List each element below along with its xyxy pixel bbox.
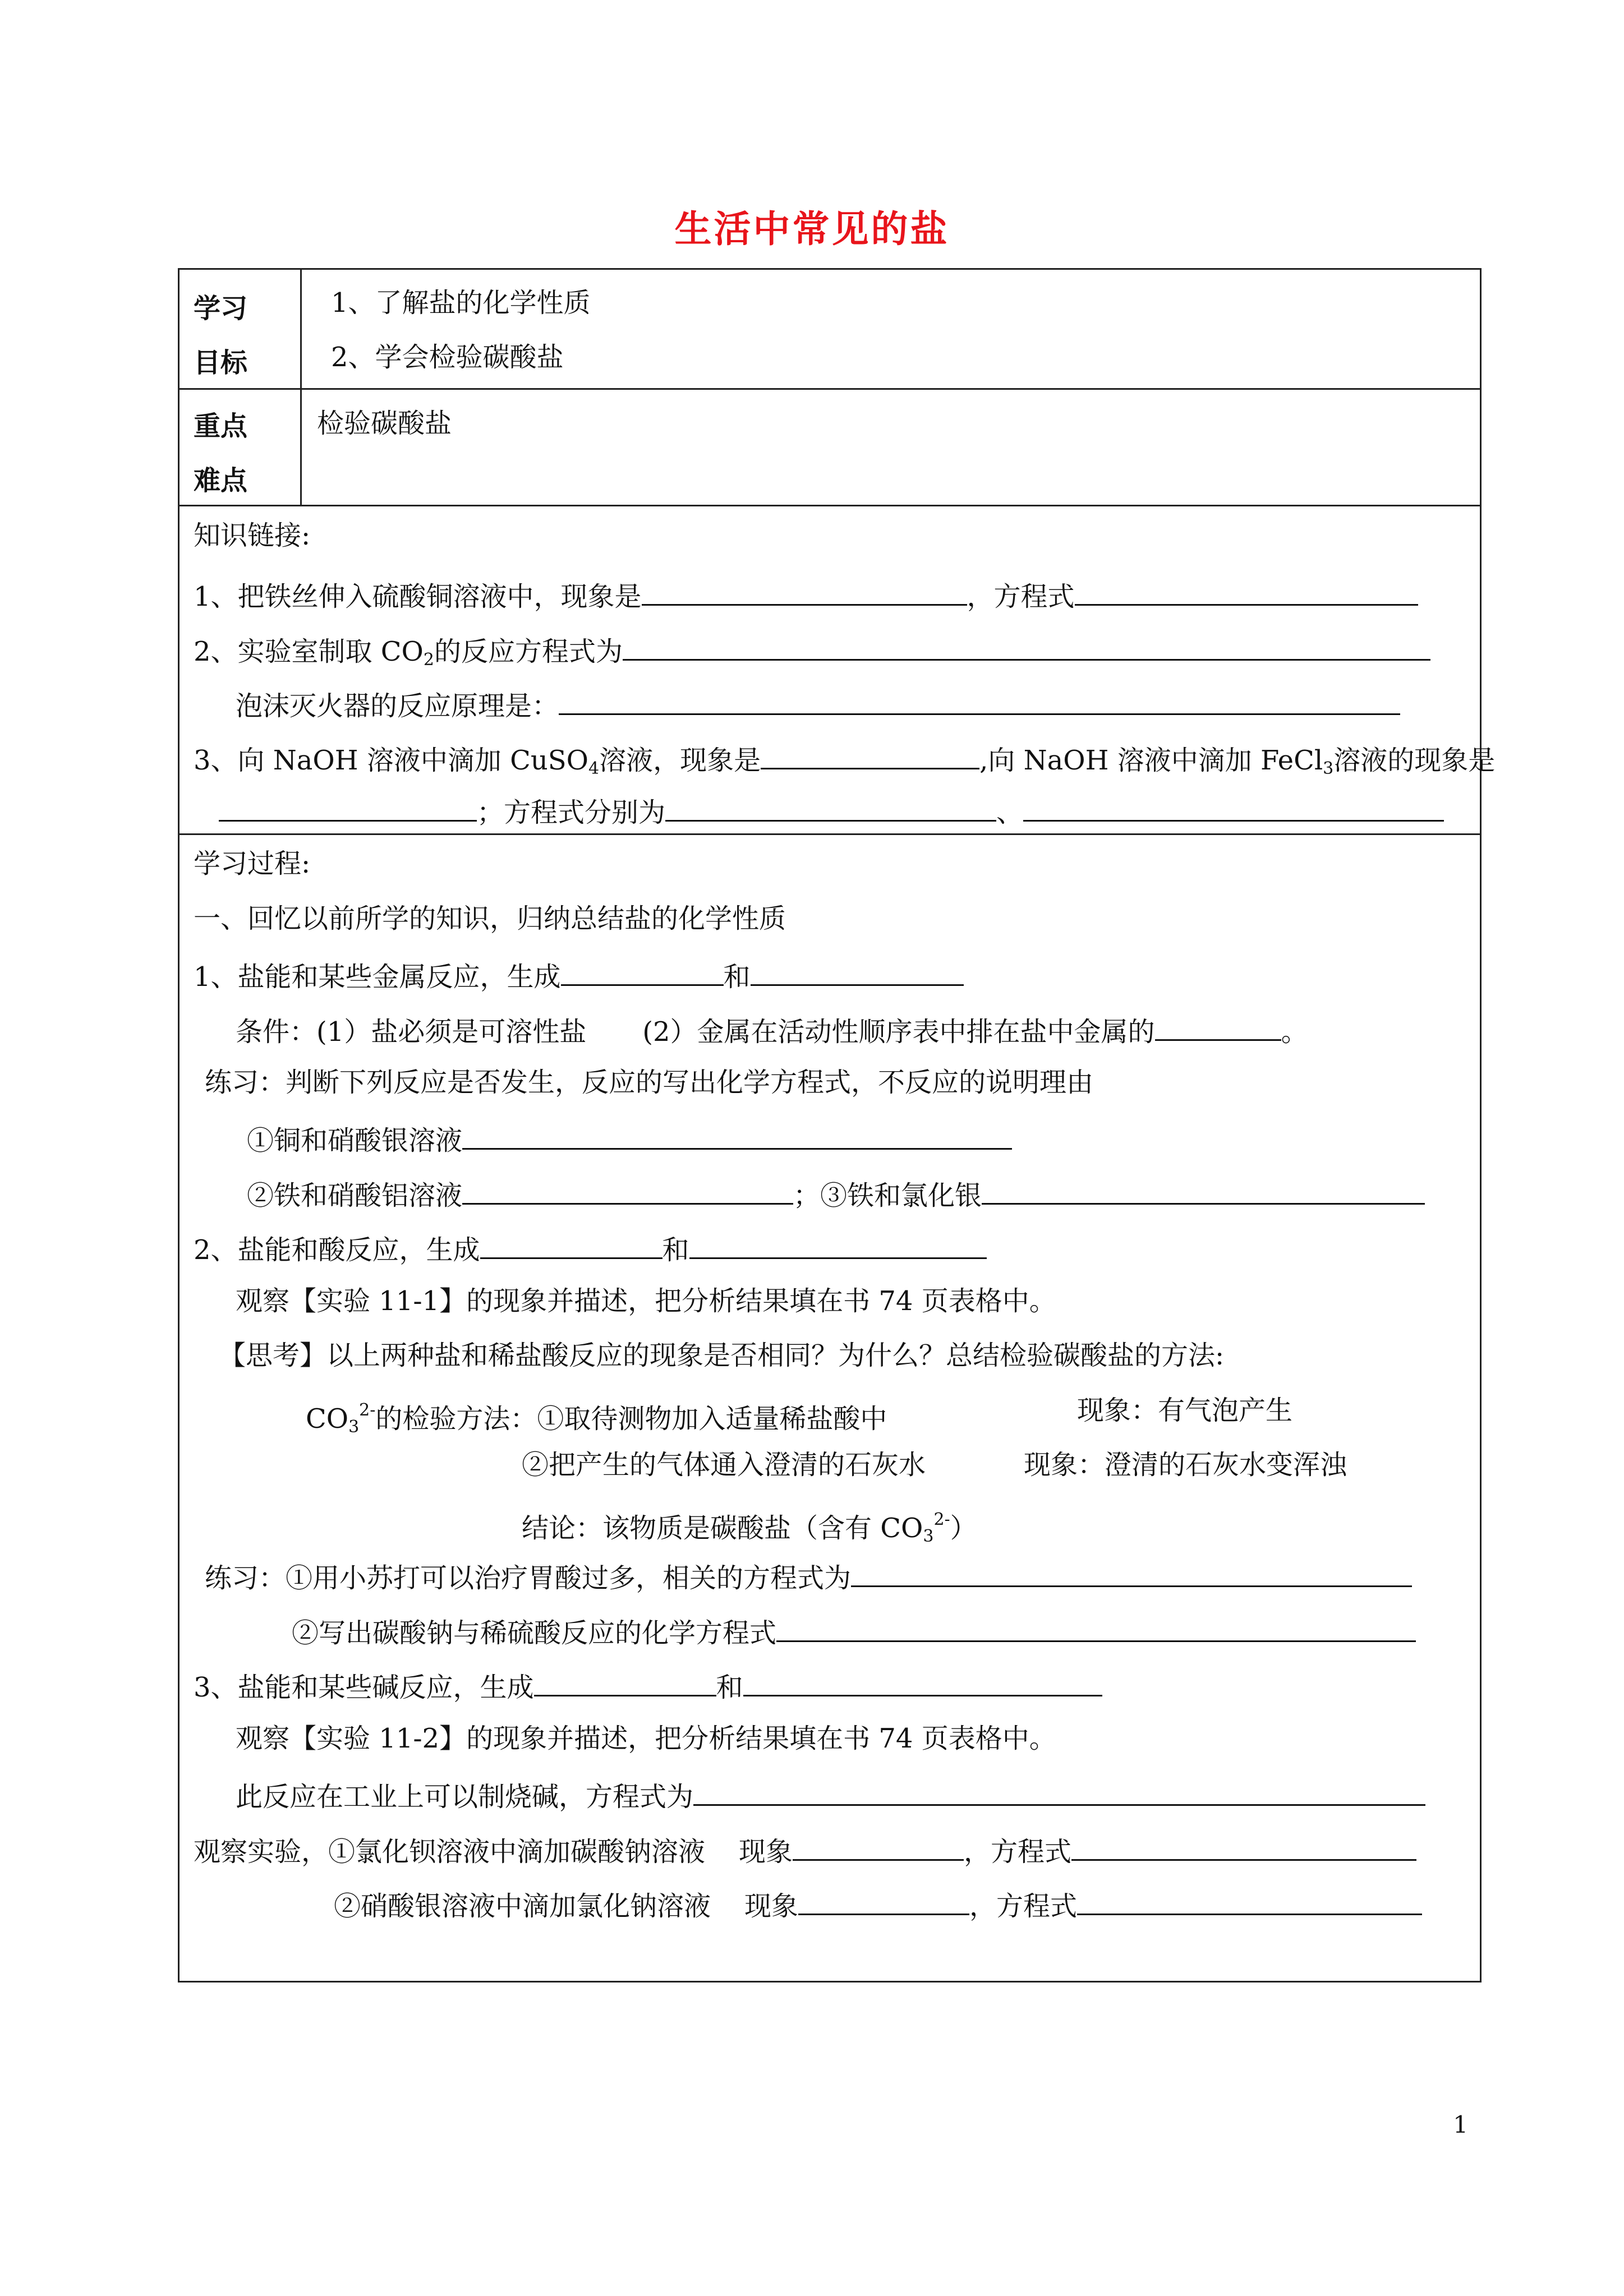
subscript: 3	[1323, 759, 1334, 778]
equation-label: ，方程式	[969, 1891, 1078, 1922]
superscript: 2-	[933, 1510, 950, 1529]
co3-test-line	[306, 1394, 887, 1444]
goal-item-1: 1、了解盐的化学性质	[331, 287, 591, 319]
co3-method-step-2: ②把产生的气体通入澄清的石灰水	[522, 1449, 926, 1481]
exercise-heading: 练习：判断下列反应是否发生，反应的写出化学方程式，不反应的说明理由	[205, 1067, 1094, 1098]
observe-experiment-2: 观察【实验 11-2】的现象并描述，把分析结果填在书 74 页表格中。	[236, 1723, 1056, 1754]
process-point-2	[194, 1229, 987, 1267]
subscript: 3	[923, 1527, 934, 1546]
subscript: 4	[588, 759, 600, 778]
experiment-3-text: 观察实验，①氯化钡溶液中滴加碳酸钠溶液	[194, 1836, 706, 1868]
process-section-1: 一、回忆以前所学的知识，归纳总结盐的化学性质	[194, 903, 786, 934]
exercise-4-text: 练习：①用小苏打可以治疗胃酸过多，相关的方程式为	[205, 1562, 852, 1594]
conjunction: 和	[723, 961, 751, 993]
column-divider	[300, 268, 302, 505]
answer-blank[interactable]	[743, 1667, 1102, 1696]
answer-blank[interactable]	[642, 576, 967, 606]
process-point-3	[194, 1667, 1102, 1704]
co3-conclusion	[522, 1503, 977, 1553]
exercise-1	[247, 1120, 1012, 1158]
knowledge-line-4	[194, 740, 1495, 786]
answer-blank[interactable]	[851, 1557, 1412, 1587]
key-points-content: 检验碳酸盐	[317, 408, 452, 439]
condition-line	[236, 1011, 1308, 1049]
point-3-text: 3、盐能和某些碱反应，生成	[194, 1672, 534, 1703]
key-points-label-1: 重点	[194, 411, 248, 442]
knowledge-q2-extinguisher: 泡沫灭火器的反应原理是：	[236, 690, 559, 722]
answer-blank[interactable]	[1023, 792, 1444, 822]
condition-2: (2）金属在活动性顺序表中排在盐中金属的	[642, 1016, 1155, 1048]
phenomenon-label: 现象	[739, 1836, 793, 1868]
observe-experiment-1: 观察【实验 11-1】的现象并描述，把分析结果填在书 74 页表格中。	[236, 1285, 1056, 1317]
equation-label: ，方程式	[964, 1836, 1072, 1868]
conjunction: 和	[716, 1672, 743, 1703]
separator: 、	[996, 797, 1024, 828]
phenomenon-label: 现象	[744, 1891, 799, 1922]
conclusion-text: 结论：该物质是碳酸盐（含有 CO	[522, 1513, 923, 1544]
page-number: 1	[1453, 2111, 1468, 2138]
answer-blank[interactable]	[462, 1120, 1012, 1150]
answer-blank[interactable]	[623, 631, 1430, 661]
row-divider	[178, 505, 1482, 506]
answer-blank[interactable]	[1071, 1831, 1416, 1861]
knowledge-q1-eq: ，方程式	[967, 581, 1075, 612]
answer-blank[interactable]	[219, 792, 477, 822]
answer-blank[interactable]	[462, 1175, 793, 1205]
knowledge-q3-phen-2: 溶液的现象是	[1333, 745, 1496, 776]
knowledge-q3-text: 3、向 NaOH 溶液中滴加 CuSO	[194, 745, 589, 776]
goals-label-1: 学习	[194, 293, 248, 324]
answer-blank[interactable]	[1075, 576, 1418, 606]
industry-line	[236, 1776, 1425, 1814]
exercise-1-text: ①铜和硝酸银溶液	[247, 1125, 463, 1156]
exercise-2-text: ②铁和硝酸铝溶液	[247, 1180, 463, 1211]
knowledge-line-5	[219, 792, 1444, 829]
experiment-4-text: ②硝酸银溶液中滴加氯化钠溶液	[334, 1891, 711, 1922]
observe-experiment-3	[194, 1831, 1416, 1869]
conclusion-close: ）	[950, 1513, 977, 1544]
exercise-5	[292, 1612, 1416, 1650]
process-point-1	[194, 956, 964, 994]
knowledge-q1-text: 1、把铁丝伸入硫酸铜溶液中，现象是	[194, 581, 642, 612]
answer-blank[interactable]	[798, 1885, 969, 1915]
observe-experiment-4	[334, 1885, 1422, 1923]
answer-blank[interactable]	[534, 1667, 716, 1696]
answer-blank[interactable]	[1155, 1011, 1281, 1041]
goals-label-2: 目标	[194, 347, 248, 379]
condition-1: 条件：(1）盐必须是可溶性盐	[236, 1016, 587, 1048]
point-2-text: 2、盐能和酸反应，生成	[194, 1234, 480, 1266]
exercise-2	[247, 1175, 1425, 1212]
co3-method-step-1: 的检验方法：①取待测物加入适量稀盐酸中	[375, 1403, 887, 1435]
point-1-text: 1、盐能和某些金属反应，生成	[194, 961, 561, 993]
answer-blank[interactable]	[793, 1831, 964, 1861]
row-divider	[178, 388, 1482, 390]
period: 。	[1281, 1016, 1308, 1048]
exercise-3-text: ；③铁和氯化银	[793, 1180, 982, 1211]
answer-blank[interactable]	[665, 792, 996, 822]
answer-blank[interactable]	[1077, 1885, 1422, 1915]
conjunction: 和	[662, 1234, 689, 1266]
answer-blank[interactable]	[761, 740, 979, 769]
superscript: 2-	[359, 1400, 376, 1420]
answer-blank[interactable]	[561, 956, 724, 986]
exercise-5-text: ②写出碳酸钠与稀硫酸反应的化学方程式	[292, 1617, 777, 1649]
knowledge-q3-eq: ；方程式分别为	[477, 797, 666, 828]
subscript: 3	[348, 1417, 360, 1437]
knowledge-q3-fecl: ,向 NaOH 溶液中滴加 FeCl	[979, 745, 1323, 776]
answer-blank[interactable]	[689, 1229, 987, 1259]
goal-item-2: 2、学会检验碳酸盐	[331, 342, 564, 373]
knowledge-line-2	[194, 631, 1430, 677]
knowledge-line-3	[236, 685, 1400, 723]
think-prompt: 【思考】以上两种盐和稀盐酸反应的现象是否相同？为什么？总结检验碳酸盐的方法:	[219, 1340, 1225, 1371]
process-heading: 学习过程:	[194, 848, 311, 879]
knowledge-heading: 知识链接:	[194, 520, 311, 551]
knowledge-q3-phen: 溶液，现象是	[599, 745, 761, 776]
knowledge-q2-eq: 的反应方程式为	[434, 636, 623, 667]
key-points-label-2: 难点	[194, 465, 248, 496]
answer-blank[interactable]	[480, 1229, 663, 1259]
row-divider	[178, 833, 1482, 835]
subscript: 2	[423, 650, 434, 670]
page-title: 生活中常见的盐	[674, 208, 950, 251]
knowledge-line-1	[194, 576, 1418, 614]
answer-blank[interactable]	[982, 1175, 1425, 1205]
co3-phenomenon-2: 现象：澄清的石灰水变浑浊	[1024, 1449, 1347, 1481]
knowledge-q2-text: 2、实验室制取 CO	[194, 636, 424, 667]
answer-blank[interactable]	[559, 685, 1400, 715]
industry-text: 此反应在工业上可以制烧碱，方程式为	[236, 1781, 694, 1813]
exercise-4	[205, 1557, 1412, 1595]
answer-blank[interactable]	[751, 956, 964, 986]
co3-phenomenon-1: 现象：有气泡产生	[1077, 1395, 1293, 1426]
answer-blank[interactable]	[693, 1776, 1425, 1806]
answer-blank[interactable]	[776, 1612, 1416, 1642]
co3-formula: CO	[306, 1403, 349, 1435]
